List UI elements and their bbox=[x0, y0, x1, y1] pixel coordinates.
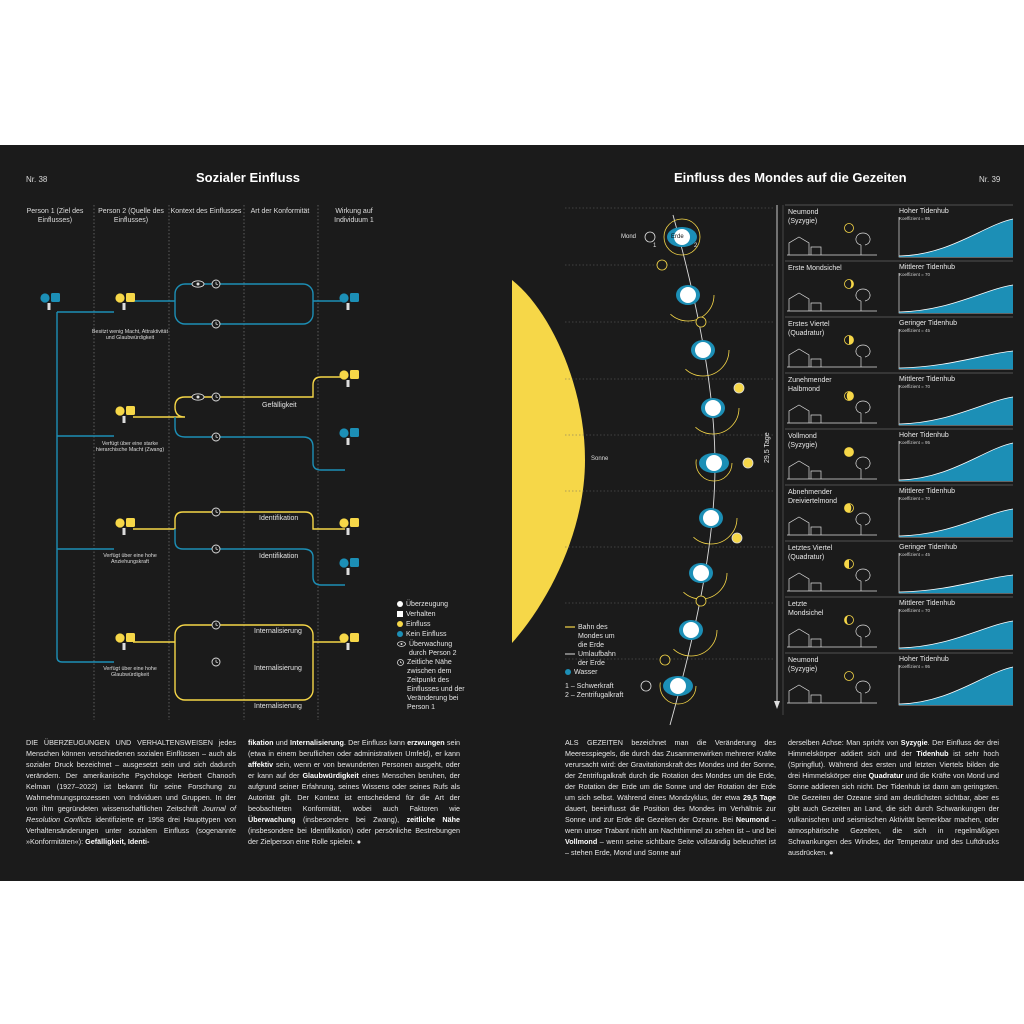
moon-phase-icon bbox=[845, 672, 854, 681]
journal-title: Journal of Resolution Conflicts bbox=[26, 804, 236, 824]
moon-phase-icon bbox=[845, 448, 854, 457]
label-identification-1: Identifikation bbox=[259, 515, 299, 522]
phase-name: Zunehmender Halbmond bbox=[788, 377, 832, 393]
phase-name: Erste Mondsichel bbox=[788, 265, 842, 272]
legend-text: Einfluss bbox=[406, 621, 431, 628]
phase-name: Neumond (Syzygie) bbox=[788, 209, 819, 225]
body-text: DIE ÜBERZEUGUNGEN UND VERHALTENSWEISEN jedes Menschen können verschiedenen sozialen Einflüssen – auch als sozialer Druck bezeichnet – ausgesetzt sein und sich dadurch verändern. Der amerikanische Psychologe Herbert Chanoch Kelman (1927–2022) ist bekannt für seine Forschung zu Wahrnehmungsprozessen von Individuen und Gruppen. In der von ihm gegründeten wissenschaftlichen Zeitschrift bbox=[26, 738, 236, 813]
source-label-attraction: Verfügt über eine hohe Anziehungskraft bbox=[103, 553, 157, 566]
body-text: . Der Einfluss kann bbox=[343, 738, 405, 747]
tide-label bbox=[899, 488, 955, 501]
legend-force-gravity: 1 – Schwerkraft bbox=[565, 683, 614, 690]
coast-house-icon bbox=[787, 345, 877, 367]
phase-name: Abnehmender Dreiviertelmond bbox=[788, 489, 838, 505]
body-bold: 29,5 Tage bbox=[742, 793, 776, 802]
tide-coefficient: Koeffizient = 70 bbox=[899, 496, 931, 501]
body-text: (insbesondere bei Zwang), bbox=[303, 815, 400, 824]
coast-house-icon bbox=[787, 681, 877, 703]
moon-phase-icon bbox=[845, 280, 854, 289]
legend-text: Umlaufbahn der Erde bbox=[578, 651, 616, 667]
body-text: (insbesondere bei Identifikation) oder persönliche Bestrebungen der Zielperson eine Rolle spielen. bbox=[248, 826, 460, 846]
legend-item-water bbox=[565, 668, 625, 678]
marker-centrifugal: 2 bbox=[694, 243, 698, 249]
body-bold: Gefälligkeit, Identi- bbox=[85, 837, 150, 846]
earth-positions bbox=[505, 145, 785, 745]
page-number-right: Nr. 39 bbox=[979, 175, 1001, 184]
body-text: dauert, beeinflusst die Position des Mondes im Verhältnis zur Sonne und zur Erde die Gezeiten der Ozeane. Bei bbox=[565, 804, 776, 824]
label-internalization-3: Internalisierung bbox=[254, 703, 302, 710]
book-spread bbox=[0, 145, 1024, 881]
page-title-right: Einfluss des Mondes auf die Gezeiten bbox=[674, 170, 907, 185]
label-sonne: Sonne bbox=[591, 456, 609, 462]
tide-range: Geringer Tidenhub bbox=[899, 320, 957, 327]
coast-house-icon bbox=[787, 289, 877, 311]
white-line-icon bbox=[565, 651, 575, 660]
tide-coefficient: Koeffizient = 45 bbox=[899, 552, 931, 557]
coast-house-icon bbox=[787, 233, 877, 255]
legend-text: Überwachung durch Person 2 bbox=[409, 641, 457, 657]
tide-range: Mittlerer Tidenhub bbox=[899, 264, 956, 271]
body-bold: zeitliche Nähe bbox=[406, 815, 460, 824]
body-bold: Syzygie bbox=[900, 738, 928, 747]
source-label-coercion: Verfügt über eine starke hierarchische Macht (Zwang) bbox=[95, 441, 165, 454]
column-head-person2: Person 2 (Quelle des Einflusses) bbox=[98, 208, 164, 224]
tide-coefficient: Koeffizient = 70 bbox=[899, 608, 931, 613]
source-label-credibility: Verfügt über eine hohe Glaubwürdigkeit bbox=[103, 666, 157, 679]
label-mond: Mond bbox=[621, 234, 637, 240]
legend-item-surveillance bbox=[397, 640, 469, 658]
body-bold: Neumond bbox=[735, 815, 770, 824]
body-text-left-col1 bbox=[26, 737, 236, 847]
tide-range: Mittlerer Tidenhub bbox=[899, 488, 956, 495]
body-text-right-col2 bbox=[788, 737, 999, 858]
label-identification-2: Identifikation bbox=[259, 553, 299, 560]
yellow-dot-icon bbox=[397, 621, 403, 630]
earth-position bbox=[687, 382, 744, 434]
source-label-low-power: Besitzt wenig Macht, Attraktivität und Glaubwürdigkeit bbox=[92, 329, 168, 342]
moon-phase-icon bbox=[845, 616, 854, 625]
tide-label bbox=[899, 544, 957, 557]
tide-range: Mittlerer Tidenhub bbox=[899, 600, 956, 607]
legend-left bbox=[397, 600, 469, 712]
body-text: ALS GEZEITEN bezeichnet man die Veränderung des Meeresspiegels, die durch das Zusammenwirken mehrerer Kräfte verursacht wird: der Gravitationskraft des Mondes und der Sonne, der Zentrifugalkraft durch die Rotation des Mondes um die Erde, der Rotation der Erde um die Sonne und der Rotation der Erde um sich selbst. Während eines Mondzyklus, der etwa bbox=[565, 738, 776, 802]
earth-position bbox=[685, 492, 742, 544]
body-text: und bbox=[275, 738, 288, 747]
tide-coefficient: Koeffizient = 95 bbox=[899, 440, 931, 445]
tide-coefficient: Koeffizient = 45 bbox=[899, 328, 931, 333]
page-title-left: Sozialer Einfluss bbox=[196, 170, 301, 185]
yellow-line-icon bbox=[565, 624, 575, 633]
tide-label bbox=[899, 600, 955, 613]
legend-force-centrifugal: 2 – Zentrifugalkraft bbox=[565, 692, 624, 699]
earth-position bbox=[675, 547, 727, 606]
body-text: sein (etwa in einem beruflichen oder administrativen Umfeld), er kann bbox=[248, 738, 461, 758]
legend-text: Zeitliche Nähe zwischen dem Zeitpunkt des Einflusses und der Veränderung bei Person 1 bbox=[407, 659, 465, 711]
coast-house-icon bbox=[787, 625, 877, 647]
body-bold: fikation bbox=[248, 738, 274, 747]
marker-gravity: 1 bbox=[653, 243, 657, 249]
label-internalization-1: Internalisierung bbox=[254, 628, 302, 635]
legend-right bbox=[565, 623, 625, 700]
body-text: sein, wenn er von bewunderten Personen ausgeht, oder er kann auf der bbox=[248, 760, 460, 780]
blue-dot-icon bbox=[397, 631, 403, 640]
eye-icon bbox=[397, 641, 406, 650]
tide-range: Mittlerer Tidenhub bbox=[899, 376, 956, 383]
label-internalization-2: Internalisierung bbox=[254, 665, 302, 672]
body-bold: Überwachung bbox=[248, 815, 296, 824]
label-compliance: Gefälligkeit bbox=[262, 402, 297, 409]
phase-name: Vollmond (Syzygie) bbox=[788, 433, 818, 449]
column-head-person1: Person 1 (Ziel des Einflusses) bbox=[26, 208, 84, 224]
legend-text: Bahn des Mondes um die Erde bbox=[578, 624, 615, 649]
tide-label bbox=[899, 320, 957, 333]
legend-item-temporal bbox=[397, 658, 469, 712]
legend-text: Wasser bbox=[574, 669, 598, 676]
tide-coefficient: Koeffizient = 70 bbox=[899, 272, 931, 277]
tide-range: Hoher Tidenhub bbox=[899, 432, 949, 439]
legend-text: Kein Einfluss bbox=[406, 631, 447, 638]
tide-range: Geringer Tidenhub bbox=[899, 544, 957, 551]
earth-position bbox=[696, 445, 753, 481]
label-cycle-days: 29,5 Tage bbox=[764, 432, 771, 463]
coast-house-icon bbox=[787, 401, 877, 423]
legend-item-moon-orbit bbox=[565, 623, 625, 650]
body-text: – wenn seine sichtbare Seite vollständig beleuchtet ist – stehen Erde, Mond und Sonne auf bbox=[565, 837, 776, 857]
body-text: derselben Achse: Man spricht von bbox=[788, 738, 899, 747]
end-mark: ● bbox=[356, 837, 362, 846]
body-text: – wenn unser Trabant nicht am Nachthimmel zu sehen ist – und bei bbox=[565, 815, 777, 835]
body-bold: affektiv bbox=[248, 760, 274, 769]
phase-name: Letzte Mondsichel bbox=[788, 601, 824, 617]
moon-phase-icon bbox=[845, 336, 854, 345]
tide-range: Hoher Tidenhub bbox=[899, 208, 949, 215]
tide-label bbox=[899, 432, 949, 445]
page-number-left: Nr. 38 bbox=[26, 175, 48, 184]
tide-coefficient: Koeffizient = 70 bbox=[899, 384, 931, 389]
body-text-left-col2 bbox=[248, 737, 460, 847]
moon-phase-icon bbox=[845, 560, 854, 569]
label-erde: Erde bbox=[671, 234, 684, 240]
phase-name: Letztes Viertel (Quadratur) bbox=[788, 545, 833, 561]
coast-house-icon bbox=[787, 457, 877, 479]
column-head-conformity: Art der Konformität bbox=[250, 208, 310, 215]
white-dot-icon bbox=[397, 601, 403, 610]
column-head-context: Kontext des Einflusses bbox=[170, 208, 242, 215]
earth-position bbox=[677, 317, 729, 376]
body-text-right-col1 bbox=[565, 737, 776, 858]
body-bold: Internalisierung bbox=[290, 738, 344, 747]
body-text: . Der Einfluss der drei Himmelskörper addiert sich und der bbox=[788, 738, 1000, 758]
legend-item-earth-orbit bbox=[565, 650, 625, 668]
legend-item-conviction bbox=[397, 600, 469, 610]
tide-label bbox=[899, 264, 955, 277]
body-text: eines Menschen beruhen, der aufgrund seiner Erfahrung, seines Wissens oder seines Rufs als Autorität gilt. Der Kontext ist entscheidend für die Art der beobachteten Konformität, wobei auch Faktoren wie bbox=[248, 771, 460, 813]
blue-dot-icon bbox=[565, 669, 571, 678]
body-text: identifizierte er 1958 drei Haupttypen von Verhaltensänderungen unter sozialem Einfluss (sogenannte »Konformitäten«): bbox=[26, 815, 236, 846]
body-bold: Tidenhub bbox=[916, 749, 949, 758]
phase-name: Erstes Viertel (Quadratur) bbox=[788, 321, 830, 337]
moon-phase-icon bbox=[845, 504, 854, 513]
coast-house-icon bbox=[787, 513, 877, 535]
legend-text: Verhalten bbox=[406, 611, 436, 618]
clock-icon bbox=[397, 659, 404, 669]
legend-item-no-influence bbox=[397, 630, 469, 640]
body-bold: Quadratur bbox=[868, 771, 904, 780]
earth-position bbox=[660, 604, 717, 665]
legend-text: Überzeugung bbox=[406, 601, 449, 608]
tide-range: Hoher Tidenhub bbox=[899, 656, 949, 663]
white-square-icon bbox=[397, 611, 403, 620]
legend-item-behaviour bbox=[397, 610, 469, 620]
end-mark: ● bbox=[829, 848, 834, 857]
tide-coefficient: Koeffizient = 95 bbox=[899, 216, 931, 221]
legend-item-influence bbox=[397, 620, 469, 630]
tide-label bbox=[899, 656, 949, 669]
body-bold: erzwungen bbox=[407, 738, 445, 747]
tide-label bbox=[899, 208, 949, 221]
tide-coefficient: Koeffizient = 95 bbox=[899, 664, 931, 669]
body-bold: Glaubwürdigkeit bbox=[302, 771, 359, 780]
body-bold: Vollmond bbox=[565, 837, 598, 846]
column-head-effect: Wirkung auf Individuum 1 bbox=[334, 208, 374, 224]
moon-phase-icon bbox=[845, 224, 854, 233]
moon-phase-icon bbox=[845, 392, 854, 401]
earth-position bbox=[657, 260, 714, 321]
phase-name: Neumond (Syzygie) bbox=[788, 657, 819, 673]
tide-label bbox=[899, 376, 955, 389]
earth-position bbox=[641, 668, 696, 704]
coast-house-icon bbox=[787, 569, 877, 591]
body-text: ist sehr hoch (Springflut). Während des ersten und letzten Viertels bilden die drei Himmelskörper eine bbox=[788, 749, 1000, 780]
body-text: und die Kräfte von Mond und Sonne addieren sich nicht. Der Tidenhub ist dann am geringsten. Die Gezeiten der Ozeane sind am deutlichsten sichtbar, aber es gibt auch Gezeiten an Land, die sich durch Schwankungen der vulkanischen und seismischen Aktivität bemerkbar machen, oder atmosphärische Gezeiten, die sich in regelmäßigen Schwankungen des Windes, der Temperatur und des Luftdrucks ausdrücken. bbox=[788, 771, 1000, 857]
